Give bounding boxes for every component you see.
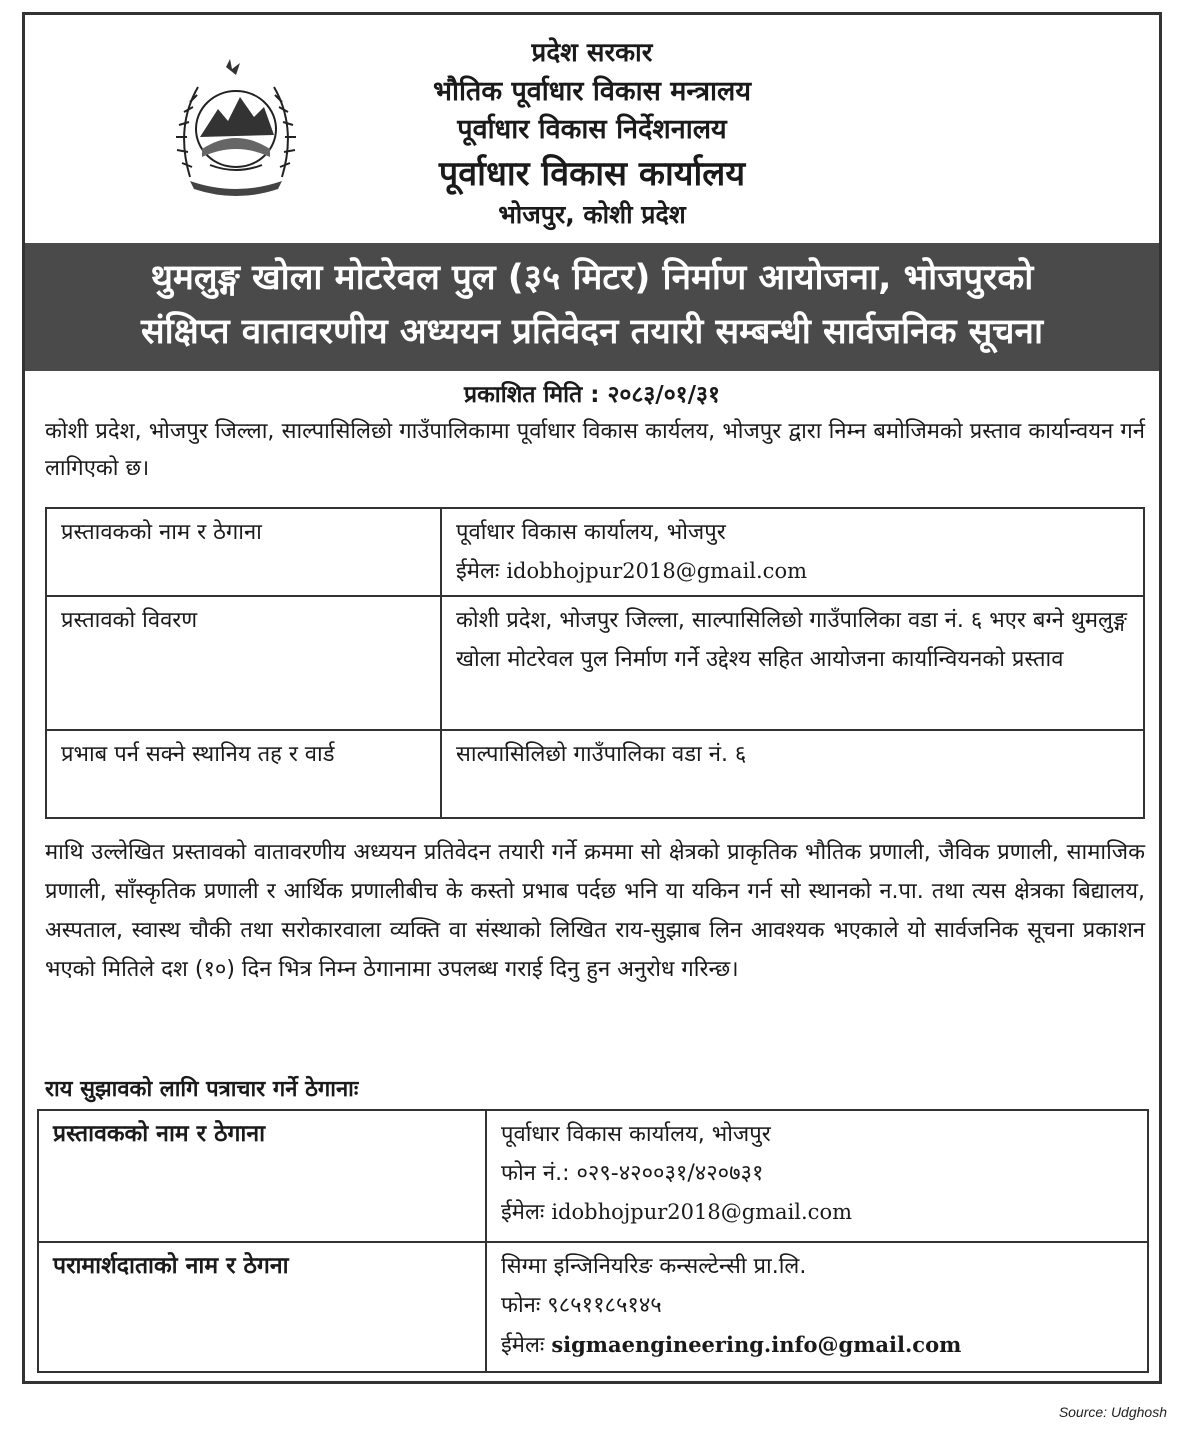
contact-proponent-phone: फोन नं.: ०२९-४२००३१/४२०७३१ xyxy=(501,1161,764,1186)
contact-proponent-label: प्रस्तावकको नाम र ठेगाना xyxy=(38,1110,486,1242)
header-province-govt: प्रदेश सरकार xyxy=(531,38,653,68)
proponent-email: idobhojpur2018@gmail.com xyxy=(506,559,808,583)
email-label: ईमेलः xyxy=(456,559,500,584)
contact-consultant-phone: फोनः ९८५११८५१४५ xyxy=(501,1293,662,1318)
banner-title-line-1: थुमलुङ्ग खोला मोटरेवल पुल (३५ मिटर) निर्माण आयोजना, भोजपुरको xyxy=(150,258,1034,298)
email-label: ईमेलः xyxy=(501,1333,545,1358)
banner-title-line-2: संक्षिप्त वातावरणीय अध्ययन प्रतिवेदन तयारी सम्बन्धी सार्वजनिक सूचना xyxy=(140,312,1044,352)
proposal-description-value: कोशी प्रदेश, भोजपुर जिल्ला, साल्पासिलिछो गाउँपालिका वडा नं. ६ भएर बग्ने थुमलुङ्ग खोला मोटरेवल पुल निर्माण गर्ने उद्देश्य सहित आयोजना कार्यान्वियनको प्रस्ताव xyxy=(441,596,1144,730)
header-location: भोजपुर, कोशी प्रदेश xyxy=(498,200,686,229)
header-directorate: पूर्वाधार विकास निर्देशनालय xyxy=(457,114,727,145)
contact-table xyxy=(37,1109,1149,1373)
table-row xyxy=(38,1242,1148,1372)
contact-consultant-cell xyxy=(486,1242,1148,1372)
proposal-description-label: प्रस्तावको विवरण xyxy=(46,596,441,730)
notice-header xyxy=(25,15,1159,243)
contact-proponent-email: idobhojpur2018@gmail.com xyxy=(551,1200,853,1224)
table-row xyxy=(46,596,1144,730)
affected-area-label: प्रभाब पर्न सक्ने स्थानिय तह र वार्ड xyxy=(46,730,441,818)
contact-consultant-email: sigmaengineering.info@gmail.com xyxy=(551,1332,962,1357)
header-ministry: भौतिक पूर्वाधार विकास मन्त्रालय xyxy=(432,76,752,107)
table-row xyxy=(38,1110,1148,1242)
proposal-table xyxy=(45,507,1145,819)
published-date: प्रकाशित मिति : २०८३/०१/३१ xyxy=(464,382,720,408)
email-label: ईमेलः xyxy=(501,1200,545,1225)
contact-consultant-email-line xyxy=(501,1325,1133,1365)
notice-title-banner xyxy=(25,243,1159,371)
notice-frame xyxy=(22,12,1162,1384)
proponent-name: पूर्वाधार विकास कार्यालय, भोजपुर xyxy=(456,520,726,545)
contact-consultant-label: परामार्शदाताको नाम र ठेगना xyxy=(38,1242,486,1372)
contact-proponent-name: पूर्वाधार विकास कार्यालय, भोजपुर xyxy=(501,1122,771,1147)
table-row xyxy=(46,730,1144,818)
proponent-email-line xyxy=(456,552,1129,591)
correspondence-heading: राय सुझावको लागि पत्राचार गर्ने ठेगानाः xyxy=(45,1077,359,1102)
table-row xyxy=(46,508,1144,596)
contact-proponent-cell xyxy=(486,1110,1148,1242)
intro-paragraph: कोशी प्रदेश, भोजपुर जिल्ला, साल्पासिलिछो गाउँपालिकामा पूर्वाधार विकास कार्यलय, भोजपुर द्वारा निम्न बमोजिमको प्रस्ताव कार्यान्वयन गर्न लागिएको छ। xyxy=(45,419,1145,481)
affected-area-value: साल्पासिलिछो गाउँपालिका वडा नं. ६ xyxy=(441,730,1144,818)
header-office: पूर्वाधार विकास कार्यालय xyxy=(438,154,746,194)
main-body-paragraph: माथि उल्लेखित प्रस्तावको वातावरणीय अध्ययन प्रतिवेदन तयारी गर्ने क्रममा सो क्षेत्रको प्राकृतिक भौतिक प्रणाली, जैविक प्रणाली, सामाजिक प्रणाली, साँस्कृतिक प्रणाली र आर्थिक प्रणालीबीच के कस्तो प्रभाब पर्दछ भनि या यकिन गर्न सो स्थानको न.पा. तथा त्यस क्षेत्रका बिद्यालय, अस्पताल, स्वास्थ चौकी तथा सरोकारवाला व्यक्ति वा संस्थाको लिखित राय-सुझाब लिन आवश्यक भएकाले यो सार्वजनिक सूचना प्रकाशन भएको मितिले दश (१०) दिन भित्र निम्न ठेगानामा उपलब्ध गराई दिनु हुन अनुरोध गरिन्छ। xyxy=(45,840,1145,982)
contact-consultant-name: सिग्मा इन्जिनियरिङ कन्सल्टेन्सी प्रा.लि. xyxy=(501,1254,807,1279)
proponent-value-cell xyxy=(441,508,1144,596)
contact-proponent-email-line xyxy=(501,1193,1133,1232)
source-credit: Source: Udghosh xyxy=(1058,1404,1167,1420)
proponent-label: प्रस्तावकको नाम र ठेगाना xyxy=(46,508,441,596)
